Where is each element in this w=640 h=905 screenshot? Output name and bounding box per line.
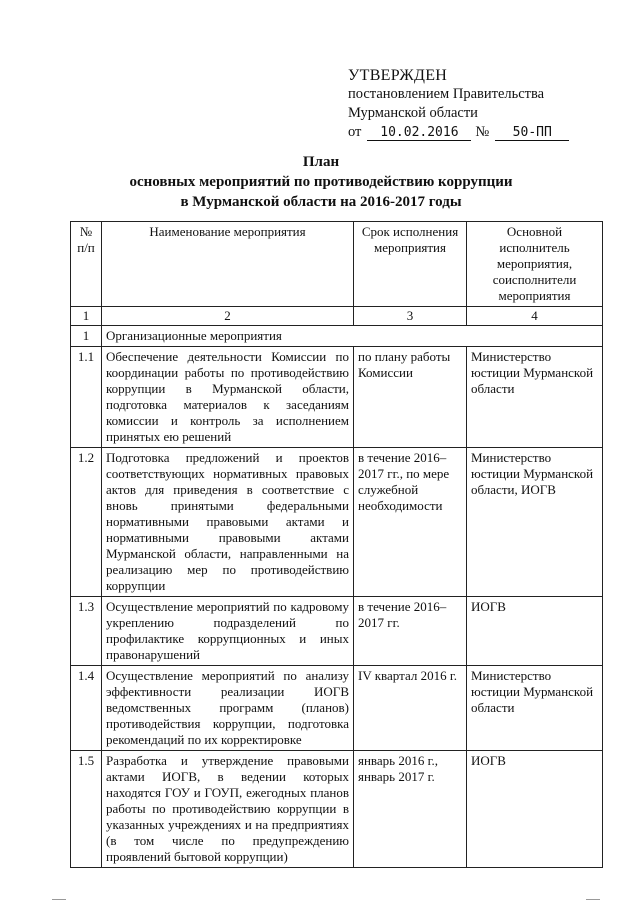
title-line-1: План [302,154,340,170]
row-executor: Министерство юстиции Мурманской области, ИОГВ [467,448,603,597]
row-name: Осуществление мероприятий по анализу эффективности реализации ИОГВ ведомственных программ (планов) противодействия коррупции, подготовка рекомендаций по их корректировке [102,666,354,751]
approval-number: 50-ПП [495,125,569,141]
number-prefix: № [475,124,490,140]
row-name: Обеспечение деятельности Комиссии по координации работы по противодействию коррупции в Мурманской области, подготовка материалов к заседаниям комиссии и контроль за исполнением принятых ею решений [102,347,354,448]
row-term: IV квартал 2016 г. [354,666,467,751]
row-number: 1.2 [71,448,102,597]
table-row [71,751,603,868]
row-name: Разработка и утверждение правовыми актами ИОГВ, в ведении которых находятся ГОУ и ГОУП, ежегодных планов работы по противодействию коррупции в указанных учреждениях и на предприятиях (в том числе по предупреждению проявлений бытовой коррупции) [102,751,354,868]
row-term: по плану работы Комиссии [354,347,467,448]
row-executor: Министерство юстиции Мурманской области [467,666,603,751]
column-number-row [71,307,603,326]
plan-table [70,221,603,868]
column-number: 1 [71,307,102,326]
row-executor: ИОГВ [467,597,603,666]
row-name: Осуществление мероприятий по кадровому укреплению подразделений по профилактике коррупционных и иных правонарушений [102,597,354,666]
table-row [71,666,603,751]
row-number: 1.3 [71,597,102,666]
date-prefix: от [348,124,362,140]
column-number: 2 [102,307,354,326]
approval-date-line [348,123,588,142]
row-number: 1.5 [71,751,102,868]
row-number: 1.4 [71,666,102,751]
title-line-2: основных мероприятий по противодействию коррупции [129,174,513,190]
section-row [71,326,603,347]
row-term: в течение 2016–2017 гг. [354,597,467,666]
section-title: Организационные мероприятия [102,326,603,347]
section-number: 1 [71,326,102,347]
column-number: 3 [354,307,467,326]
approval-stamp [348,66,588,142]
table-header-row [71,222,603,307]
approval-line-2: Мурманской области [348,105,478,121]
table-row [71,597,603,666]
column-number: 4 [467,307,603,326]
row-executor: Министерство юстиции Мурманской области [467,347,603,448]
row-name: Подготовка предложений и проектов соответствующих нормативных правовых актов для приведения в соответствие с вновь принятыми федеральными нормативными правовыми актами и нормативными правовыми актами Мурманской области, направленными на реализацию мер по противодействию коррупции [102,448,354,597]
header-executor: Основной исполнитель мероприятия, соисполнители мероприятия [467,222,603,307]
row-executor: ИОГВ [467,751,603,868]
header-term: Срок исполнения мероприятия [354,222,467,307]
page-edge-mark [586,899,600,900]
page-edge-mark [52,899,66,900]
row-term: январь 2016 г., январь 2017 г. [354,751,467,868]
approval-heading: УТВЕРЖДЕН [348,67,448,84]
row-number: 1.1 [71,347,102,448]
table-row [71,448,603,597]
header-name: Наименование мероприятия [102,222,354,307]
table-row [71,347,603,448]
title-line-3: в Мурманской области на 2016-2017 годы [180,194,462,210]
approval-date: 10.02.2016 [367,125,471,141]
document-title [96,152,546,212]
header-number: № п/п [71,222,102,307]
approval-line-1: постановлением Правительства [348,86,545,102]
row-term: в течение 2016–2017 гг., по мере служебной необходимости [354,448,467,597]
